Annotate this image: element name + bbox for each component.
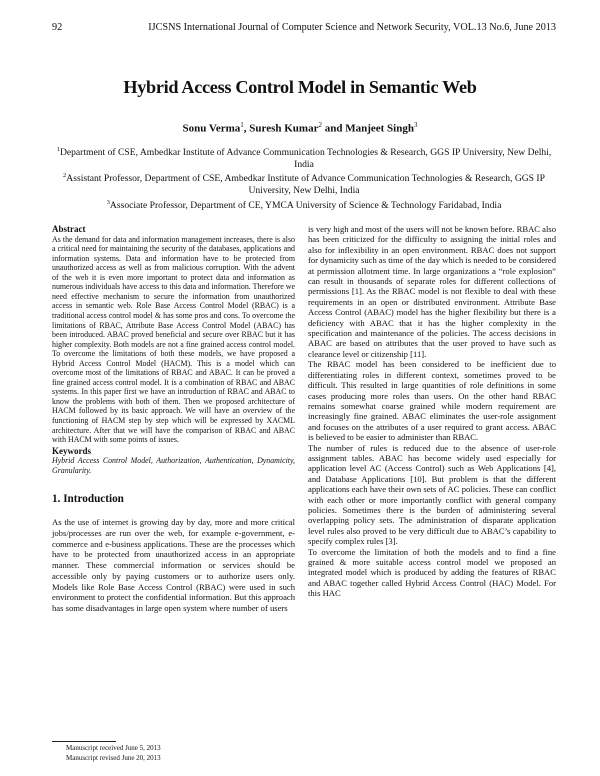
introduction-paragraph: As the use of internet is growing day by day, more and more critical jobs/processes are run over the web, for example e-government, e-commerce and e-business applications. These are the processes which have to be protected from unauthorized access in an appropriate manner. These commercial information or services should be accessible only by paying customers or to authorize users only. Models like Role Base Access Control (RBAC) were used in such environment to protect the confidential information. But this approach has some disadvantages in large open system where number of users: [52, 517, 295, 613]
body-paragraph: The number of rules is reduced due to the absence of user-role assignment tables. ABAC has become widely used especially for application level AC (Access Control) such as Web Applications [4], and Database Applications [10]. But problem is that the different applications each have their own sets of AC policies. These can conflict with each other or more importantly conflict with general company policies. Sometimes there is the burden of administering several overlapping policy sets. The administration of disparate application level rules also proved to be very difficult due to ABAC’s capability to specify complex rules [3].: [308, 442, 556, 547]
author-superscript: 2: [318, 121, 322, 129]
author-separator: ,: [243, 122, 250, 135]
footnote-revised: Manuscript revised June 20, 2013: [66, 753, 161, 762]
body-paragraph: To overcome the limitation of both the models and to find a fine grained & more suitable access control model we proposed an integrated model which is produced by adding the features of RBAC and ABAC together called Hybrid Access Control (HAC) Model. For this HAC: [308, 546, 556, 599]
affiliation-1: [52, 144, 556, 170]
paper-title: Hybrid Access Control Model in Semantic Web: [123, 77, 477, 97]
body-paragraph: The RBAC model has been considered to be inefficient due to differentiating roles in different context, sometimes proved to be difficult. This resulted in large quantities of role definitions in some cases producing more roles than users. On the other hand RBAC remains somewhat coarse grained while modern requirement are increasingly fine grained. ABAC eliminates the user-role assignment and focuses on the attributes of a user required to grant access. ABAC is believed to be easier to administer than RBAC.: [308, 359, 556, 443]
author-name: Sonu Verma: [182, 122, 241, 135]
author-separator: and: [321, 122, 346, 135]
affiliation-3: [52, 197, 556, 212]
affiliation-superscript: 3: [106, 198, 110, 206]
keywords-heading: Keywords: [52, 445, 91, 456]
footnote-received: Manuscript received June 5, 2013: [66, 744, 161, 752]
abstract-heading: Abstract: [52, 224, 86, 234]
affiliation-superscript: 2: [63, 172, 67, 180]
affiliation-superscript: 1: [56, 146, 60, 153]
author-superscript: 3: [413, 121, 418, 129]
running-header: [52, 22, 556, 36]
affiliation-text: Department of CSE, Ambedkar Institute of Advance Communication Technologies & Research, GGS IP University, New Delhi, India: [59, 147, 552, 170]
affiliation-text: Associate Professor, Department of CE, YMCA University of Science & Technology Faridabad, India: [109, 199, 502, 211]
body-paragraph: is very high and most of the users will not be known before. RBAC also has been criticized for the difficulty to assigning the initial roles and also for inflexibility in an open environment. RBAC does not support for dynamicity such as time of the day which is needed to be considered at permission allotment time. In large organizations a “role explosion” can result in thousands of separate roles for different collections of permissions [1]. As the RBAC model is not flexible to deal with these requirements in an open or distributed environment. Attribute Base Access Control (ABAC) model has the higher flexibility but there is a deficiency with ABAC that it has the higher complexity in the specification and maintenance of the policies. The access decisions in ABAC are based on attributes that the user proved to have such as clearance level or citizenship [11].: [308, 224, 556, 359]
left-column: [52, 224, 295, 614]
author-name: Manjeet Singh: [345, 122, 414, 135]
footnote-rule: [52, 741, 116, 742]
page-number: 92: [52, 22, 63, 33]
author-superscript: 1: [240, 121, 244, 129]
footnotes: [66, 744, 161, 763]
right-column: [308, 224, 556, 599]
affiliations: [52, 144, 556, 212]
section-heading-introduction: 1. Introduction: [52, 493, 124, 506]
affiliation-2: [52, 170, 556, 196]
author-list: [0, 121, 600, 135]
keywords-text: Hybrid Access Control Model, Authorization, Authentication, Dynamicity, Granularity.: [52, 456, 295, 475]
journal-header: IJCSNS International Journal of Computer Science and Network Security, VOL.13 No.6, June 2013: [148, 22, 556, 33]
affiliation-text: Assistant Professor, Department of CSE, Ambedkar Institute of Advance Communication Technologies & Research, GGS IP University, New Delhi, India: [66, 173, 545, 197]
author-name: Suresh Kumar: [249, 122, 319, 135]
abstract-text: As the demand for data and information management increases, there is also a critical need for maintaining the security of the databases, applications and information systems. Data and information have to be protected from unauthorized access as well as from malicious corruption. With the advent of the web it is even more important to protect data and information as numerous individuals have access to this data and information. Therefore we need effective mechanism to secure the information from unauthorized access in semantic web. Role Base Access Control Model (RBAC) is a traditional access control model & has some pros and cons. To overcome the limitations of RBAC, Attribute Base Access Control Model (ABAC) has been introduced. ABAC proved beneficial and secure over RBAC but it has higher complexity. Both models are not a fine grained access control model. To overcome the limitations of both these models, we have proposed a Hybrid Access Control Model (HACM). This is a model which can overcome most of the limitations of RBAC and ABAC. It can be proved a fine grained access control model. It is a combination of RBAC and ABAC systems. In this paper first we have an introduction of RBAC and ABAC to know the problems with both of them. Then we proposed architecture of HACM followed by its basic approach. We will have an overview of the functioning of HACM step by step which will be expressed by XACML architecture. After that we will have the comparison of RBAC and ABAC with HACM with some points of issues.: [52, 234, 295, 445]
